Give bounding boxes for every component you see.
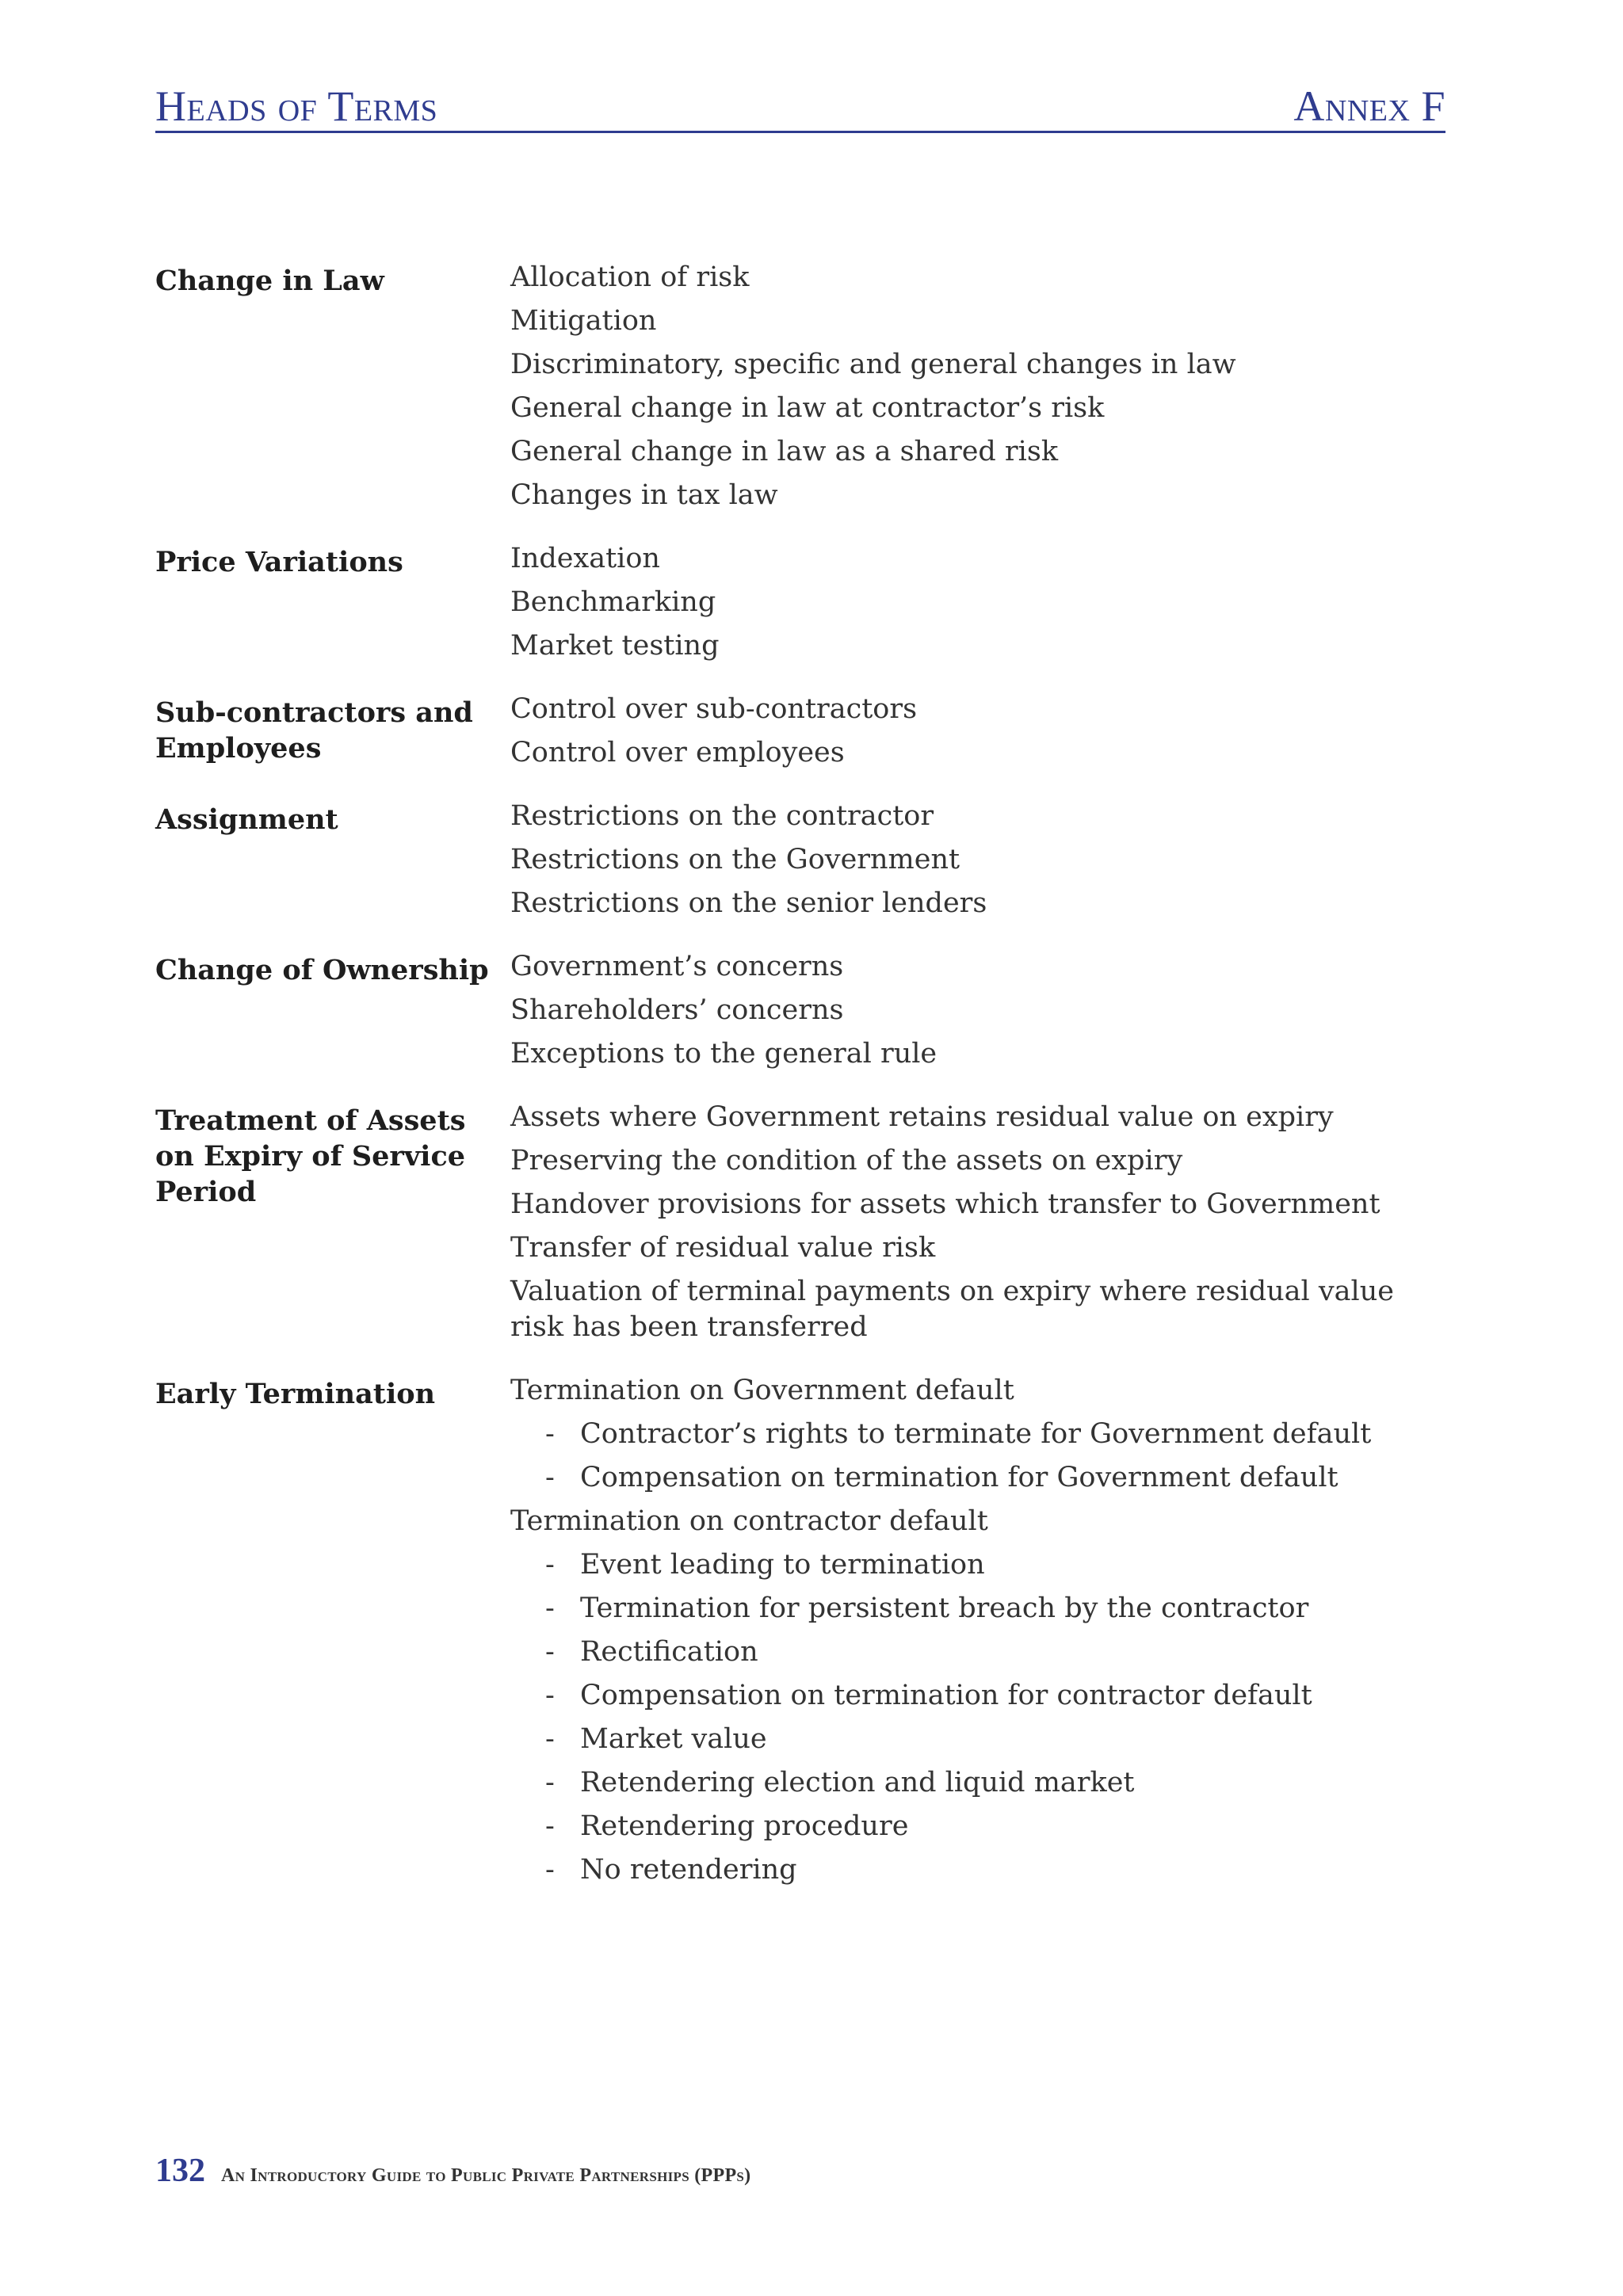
term-section <box>155 799 1455 929</box>
list-item: General change in law at contractor’s risk <box>510 392 1105 424</box>
sub-list-item <box>510 1417 1455 1452</box>
list-item: Changes in tax law <box>510 479 778 511</box>
sub-list-item <box>510 1809 1455 1844</box>
sub-list-item-text: Rectification <box>580 1636 758 1668</box>
term-section <box>155 1100 1455 1353</box>
term-heading: Change of Ownership <box>155 954 489 986</box>
sub-list-item-text: Event leading to termination <box>580 1549 985 1581</box>
list-item: Transfer of residual value risk <box>510 1232 936 1264</box>
term-items <box>510 260 1455 521</box>
list-item: Discriminatory, specific and general changes in law <box>510 349 1236 380</box>
dash-bullet-icon: - <box>545 1592 555 1624</box>
list-item: Restrictions on the senior lenders <box>510 887 987 919</box>
term-heading: Price Variations <box>155 546 403 578</box>
list-item: Market testing <box>510 630 720 662</box>
sub-list-item <box>510 1634 1455 1670</box>
term-items <box>510 692 1455 779</box>
list-item: Shareholders’ concerns <box>510 994 844 1026</box>
dash-bullet-icon: - <box>545 1680 555 1711</box>
header-annex-label: Annex F <box>1293 82 1445 130</box>
term-items <box>510 1100 1455 1353</box>
term-section <box>155 692 1455 779</box>
page-number: 132 <box>155 2153 205 2189</box>
footer-title: An Introductory Guide to Public Private Partnerships (PPPs) <box>221 2165 751 2186</box>
list-item: Allocation of risk <box>510 261 750 293</box>
list-item: Restrictions on the contractor <box>510 800 934 832</box>
sub-list-item <box>510 1765 1455 1801</box>
term-items <box>510 799 1455 929</box>
dash-bullet-icon: - <box>545 1462 555 1493</box>
dash-bullet-icon: - <box>545 1810 555 1842</box>
sub-list-item <box>510 1852 1455 1888</box>
list-item: Restrictions on the Government <box>510 844 960 875</box>
sub-list-item <box>510 1547 1455 1583</box>
list-item: Exceptions to the general rule <box>510 1038 938 1070</box>
list-item: Handover provisions for assets which transfer to Government <box>510 1188 1381 1220</box>
term-heading: Assignment <box>155 803 338 836</box>
term-items <box>510 1373 1455 1896</box>
dash-bullet-icon: - <box>545 1767 555 1798</box>
term-items <box>510 541 1455 672</box>
list-item: Government’s concerns <box>510 951 844 982</box>
list-item: Termination on Government default <box>510 1375 1014 1406</box>
term-heading: Change in Law <box>155 265 384 297</box>
sub-list-item-text: Compensation on termination for contractor default <box>580 1680 1312 1711</box>
dash-bullet-icon: - <box>545 1854 555 1886</box>
list-item: Benchmarking <box>510 586 716 618</box>
sub-list-item-text: Compensation on termination for Government default <box>580 1462 1338 1493</box>
term-heading: Treatment of Assets on Expiry of Service Period <box>155 1104 466 1208</box>
term-heading: Early Termination <box>155 1378 436 1410</box>
page-footer <box>155 2152 750 2190</box>
page-header <box>155 78 1445 133</box>
dash-bullet-icon: - <box>545 1549 555 1581</box>
sub-list-item-text: Retendering election and liquid market <box>580 1767 1135 1798</box>
list-item: Indexation <box>510 543 660 574</box>
header-title: Heads of Terms <box>155 82 438 130</box>
term-section <box>155 1373 1455 1896</box>
dash-bullet-icon: - <box>545 1723 555 1755</box>
sub-list-item-text: Retendering procedure <box>580 1810 909 1842</box>
list-item: Valuation of terminal payments on expiry where residual value risk has been transferred <box>510 1276 1394 1343</box>
term-section <box>155 949 1455 1080</box>
sub-list-item <box>510 1591 1455 1627</box>
list-item: General change in law as a shared risk <box>510 436 1059 467</box>
term-items <box>510 949 1455 1080</box>
dash-bullet-icon: - <box>545 1418 555 1450</box>
term-heading: Sub-contractors and Employees <box>155 696 473 765</box>
list-item: Preserving the condition of the assets on expiry <box>510 1145 1183 1177</box>
term-section <box>155 541 1455 672</box>
sub-list-item-text: No retendering <box>580 1854 797 1886</box>
sub-list-item <box>510 1678 1455 1714</box>
list-item: Termination on contractor default <box>510 1505 988 1537</box>
list-item: Mitigation <box>510 305 657 337</box>
list-item: Control over employees <box>510 737 845 769</box>
list-item: Control over sub-contractors <box>510 693 918 725</box>
heads-of-terms-list <box>155 260 1455 1916</box>
sub-list-item-text: Contractor’s rights to terminate for Government default <box>580 1418 1372 1450</box>
sub-list-item <box>510 1460 1455 1496</box>
sub-list-item-text: Market value <box>580 1723 767 1755</box>
list-item: Assets where Government retains residual value on expiry <box>510 1101 1334 1133</box>
sub-list-item-text: Termination for persistent breach by the contractor <box>580 1592 1309 1624</box>
term-section <box>155 260 1455 521</box>
dash-bullet-icon: - <box>545 1636 555 1668</box>
sub-list-item <box>510 1722 1455 1757</box>
